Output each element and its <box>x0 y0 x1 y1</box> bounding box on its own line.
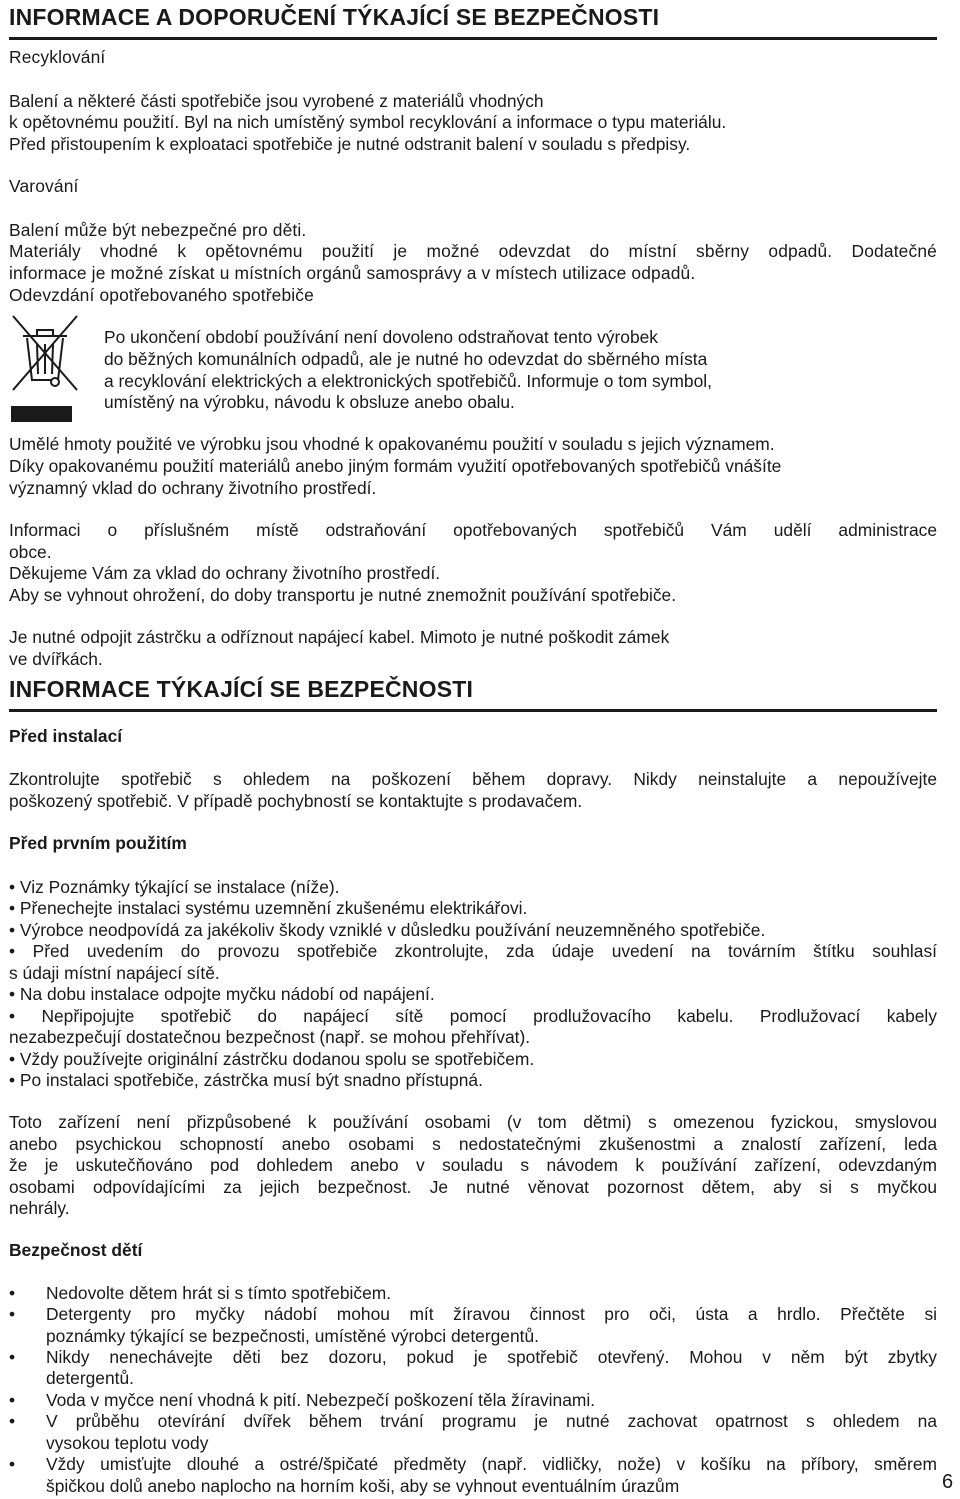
list-item: • Na dobu instalace odpojte myčku nádobí od napájení. <box>9 984 435 1004</box>
warning-heading: Varování <box>9 176 79 196</box>
paragraph-line: poškozený spotřebič. V případě pochybností se kontaktujte s prodavačem. <box>9 791 583 811</box>
paragraph-line: Balení může být nebezpečné pro děti. <box>9 220 307 240</box>
bullet: • <box>9 1283 16 1303</box>
list-item: Vždy umisťujte dlouhé a ostré/špičaté předměty (např. vidličky, nože) v košíku na příbory, směrem <box>46 1454 937 1474</box>
weee-line: a recyklování elektrických a elektronických spotřebičů. Informuje o tom symbol, <box>104 371 712 391</box>
child-safety-heading: Bezpečnost dětí <box>9 1240 143 1260</box>
first-use-heading: Před prvním použitím <box>9 833 187 853</box>
list-item: Nikdy nenechávejte děti bez dozoru, pokud je spotřebič otevřený. Mohou v něm být zbytky <box>46 1347 937 1367</box>
list-item: Nedovolte dětem hrát si s tímto spotřebičem. <box>46 1283 392 1303</box>
list-item: nezabezpečují dostatečnou bezpečnost (např. se mohou přehřívat). <box>9 1027 531 1047</box>
list-item: detergentů. <box>46 1368 134 1388</box>
paragraph-line: nehrály. <box>9 1198 70 1218</box>
paragraph-line: osobami odpovídajícími za jejich bezpečnost. Je nutné věnovat pozornost dětem, aby si s myčkou <box>9 1177 937 1197</box>
crossed-out-bin-icon <box>9 312 81 392</box>
list-item: vysokou teplotu vody <box>46 1433 209 1453</box>
paragraph-line: Zkontrolujte spotřebič s ohledem na poškození během dopravy. Nikdy neinstalujte a nepoužívejte <box>9 769 937 789</box>
paragraph-line: Balení a některé části spotřebiče jsou vyrobené z materiálů vhodných <box>9 91 544 111</box>
paragraph-line: Aby se vyhnout ohrožení, do doby transportu je nutné znemožnit používání spotřebiče. <box>9 585 677 605</box>
paragraph-line: významný vklad do ochrany životního prostředí. <box>9 478 377 498</box>
list-item: Detergenty pro myčky nádobí mohou mít žíravou činnost pro oči, ústa a hrdlo. Přečtěte si <box>46 1304 937 1324</box>
paragraph-line: že je uskutečňováno pod dohledem anebo v souladu s návodem k používání zařízení, odevzdaným <box>9 1155 937 1175</box>
bullet: • <box>9 1390 16 1410</box>
title-rule <box>9 709 937 712</box>
paragraph-line: anebo psychickou schopností anebo osobami s nedostatečnými zkušenostmi a znalostí zařízení, leda <box>9 1134 937 1154</box>
paragraph-line: Odevzdání opotřebovaného spotřebiče <box>9 285 314 305</box>
list-item: • Před uvedením do provozu spotřebiče zkontrolujte, zda údaje uvedení na továrním štítku souhlasí <box>9 941 937 961</box>
weee-line: do běžných komunálních odpadů, ale je nutné ho odevzdat do sběrného místa <box>104 349 708 369</box>
section-title-safety-recommendations: INFORMACE A DOPORUČENÍ TÝKAJÍCÍ SE BEZPEČNOSTI <box>9 4 660 30</box>
paragraph-line: obce. <box>9 542 52 562</box>
list-item: • Přenechejte instalaci systému uzemnění zkušenému elektrikářovi. <box>9 898 528 918</box>
bullet: • <box>9 1304 16 1324</box>
paragraph-line: Děkujeme Vám za vklad do ochrany životního prostředí. <box>9 563 441 583</box>
paragraph-line: Umělé hmoty použité ve výrobku jsou vhodné k opakovanému použití v souladu s jejich významem. <box>9 434 775 454</box>
weee-line: Po ukončení období používání není dovoleno odstraňovat tento výrobek <box>104 327 658 347</box>
list-item: • Po instalaci spotřebiče, zástrčka musí být snadno přístupná. <box>9 1070 483 1090</box>
paragraph-line: informace je možné získat u místních orgánů samosprávy a v místech utilizace odpadů. <box>9 263 696 283</box>
title-rule <box>9 37 937 40</box>
list-item: s údaji místní napájecí sítě. <box>9 963 220 983</box>
bullet: • <box>9 1454 16 1474</box>
paragraph-line: ve dvířkách. <box>9 649 103 669</box>
bullet: • <box>9 1347 16 1367</box>
list-item: • Viz Poznámky týkající se instalace (níže). <box>9 877 340 897</box>
list-item: • Nepřipojujte spotřebič do napájecí sítě pomocí prodlužovacího kabelu. Prodlužovací kabely <box>9 1006 937 1026</box>
section-title-safety-information: INFORMACE TÝKAJÍCÍ SE BEZPEČNOSTI <box>9 676 474 702</box>
paragraph-line: Díky opakovanému použití materiálů anebo jiným formám využití opotřebovaných spotřebičů vnášíte <box>9 456 782 476</box>
paragraph-line: Je nutné odpojit zástrčku a odříznout napájecí kabel. Mimoto je nutné poškodit zámek <box>9 627 670 647</box>
paragraph-line: Toto zařízení není přizpůsobené k používání osobami (v tom dětmi) s omezenou fyzickou, smyslovou <box>9 1112 937 1132</box>
separate-collection-bar <box>11 406 72 422</box>
list-item: V průběhu otevírání dvířek během trvání programu je nutné zachovat opatrnost s ohledem na <box>46 1411 937 1431</box>
before-install-heading: Před instalací <box>9 726 123 746</box>
list-item: Voda v myčce není vhodná k pití. Nebezpečí poškození těla žíravinami. <box>46 1390 596 1410</box>
list-item: • Výrobce neodpovídá za jakékoliv škody vzniklé v důsledku používání neuzemněného spotřebiče. <box>9 920 766 940</box>
paragraph-line: Materiály vhodné k opětovnému použití je možné odevzdat do místní sběrny odpadů. Dodatečné <box>9 241 937 261</box>
bullet: • <box>9 1411 16 1431</box>
paragraph-line: Informaci o příslušném místě odstraňování opotřebovaných spotřebičů Vám udělí administrace <box>9 520 937 540</box>
list-item: • Vždy používejte originální zástrčku dodanou spolu se spotřebičem. <box>9 1049 535 1069</box>
list-item: špičkou dolů anebo naplocho na horním koši, aby se vyhnout eventuálním úrazům <box>46 1476 680 1496</box>
paragraph-line: Před přistoupením k exploataci spotřebiče je nutné odstranit balení v souladu s předpisy. <box>9 134 691 154</box>
page-number: 6 <box>942 1471 954 1493</box>
weee-line: umístěný na výrobku, návodu k obsluze anebo obalu. <box>104 392 515 412</box>
recycling-heading: Recyklování <box>9 47 106 67</box>
paragraph-line: k opětovnému použití. Byl na nich umístěný symbol recyklování a informace o typu materiálu. <box>9 112 727 132</box>
list-item: poznámky týkající se bezpečnosti, umístěné výrobci detergentů. <box>46 1326 539 1346</box>
